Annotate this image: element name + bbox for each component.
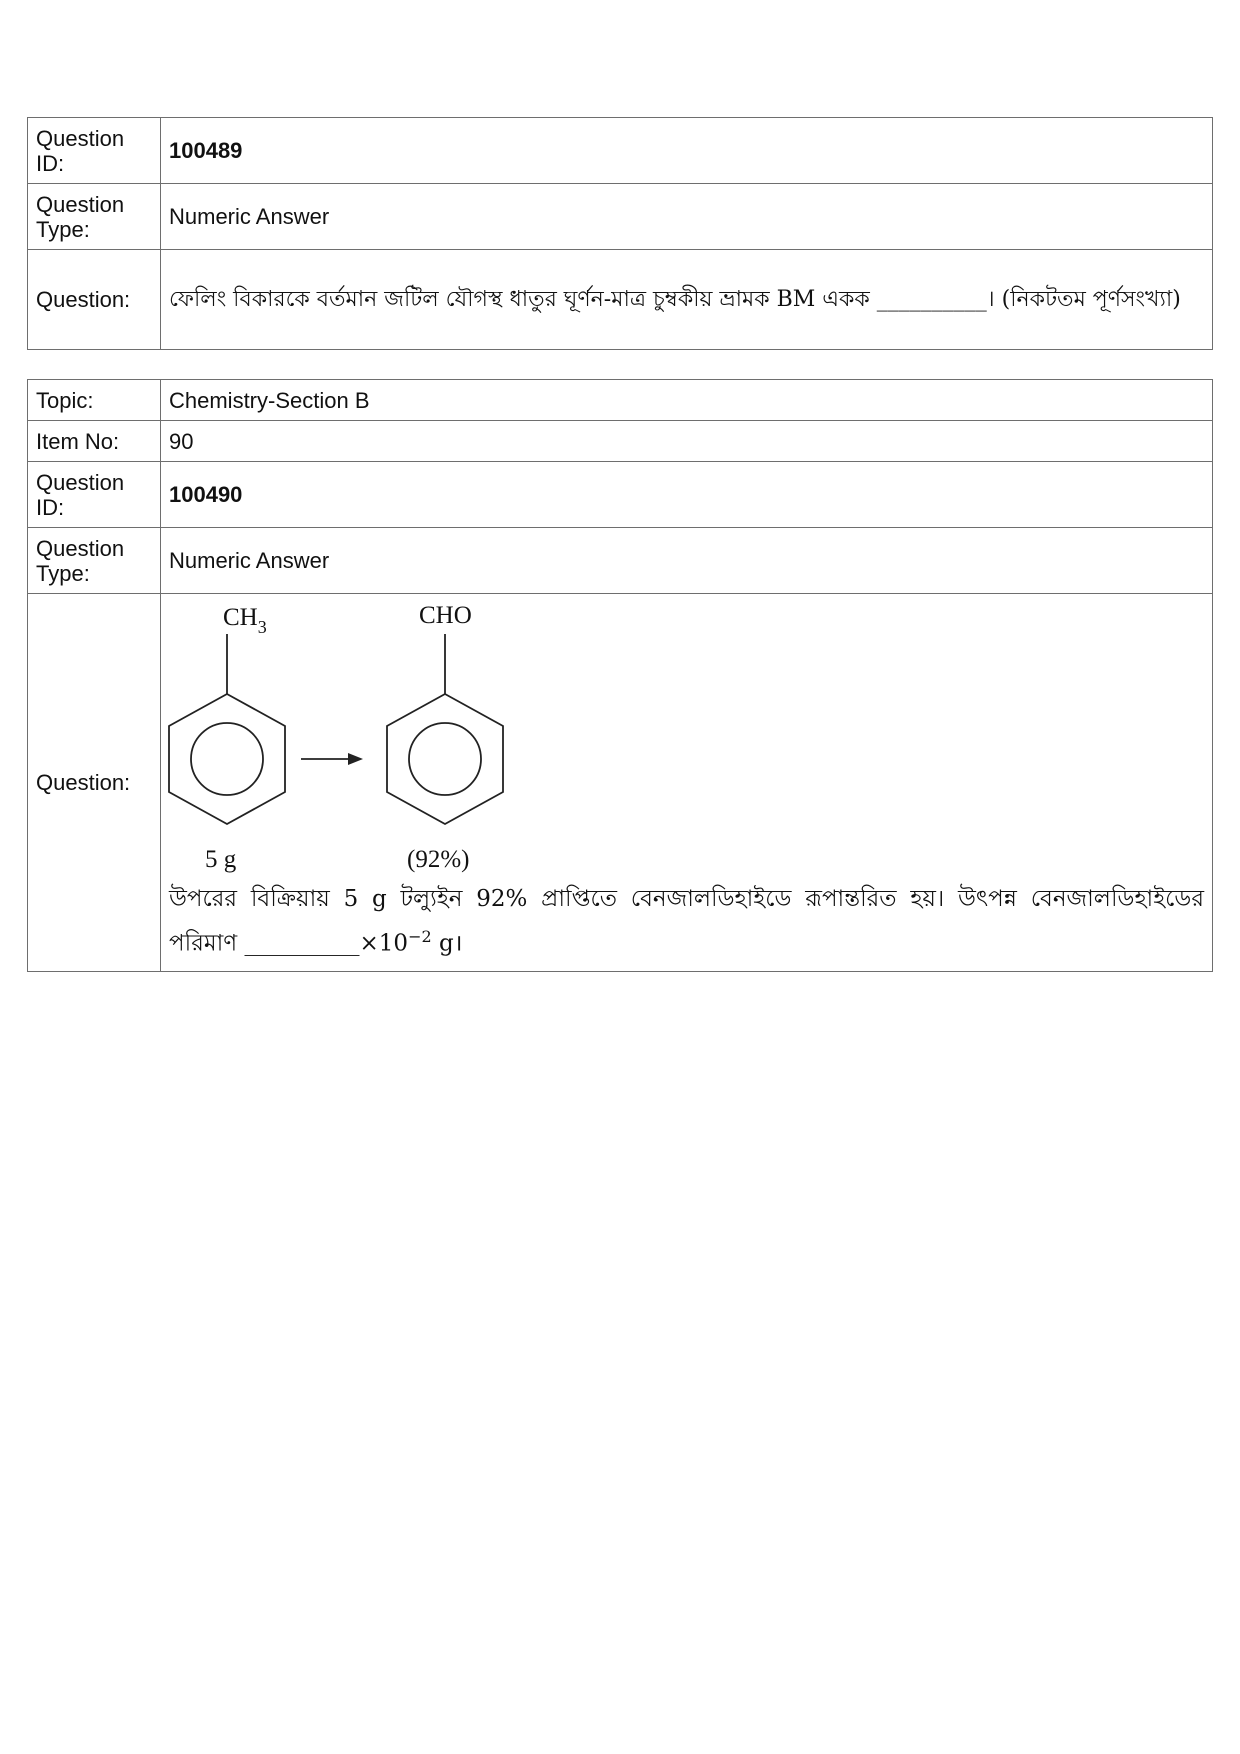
- row-topic: [28, 380, 1213, 421]
- question-id-label: Question ID:: [28, 462, 161, 528]
- item-no-value: 90: [161, 421, 1213, 462]
- toluene-structure: [169, 604, 285, 873]
- topic-label: Topic:: [28, 380, 161, 421]
- reactant-group-label: $CH_3$: [223, 604, 267, 637]
- question-table-100489: [27, 117, 1213, 350]
- question-id-label: Question ID:: [28, 118, 161, 184]
- question-label: Question:: [28, 250, 161, 350]
- reactant-mass-label: 5 g: [205, 846, 237, 873]
- question-text-line2: পরিমাণ $\_\_\_\_\_\_\_\_\_\_\times 10^{-2}$ g।: [169, 927, 463, 957]
- product-benzene-ring: [387, 694, 503, 824]
- question-content: [161, 594, 1213, 972]
- row-question: [28, 594, 1213, 972]
- question-type-value: Numeric Answer: [161, 528, 1213, 594]
- question-type-label: Question Type:: [28, 184, 161, 250]
- question-id-value: 100490: [161, 462, 1213, 528]
- question-text: [167, 880, 1206, 963]
- product-yield-label: (92%): [407, 846, 470, 873]
- row-question-id: [28, 118, 1213, 184]
- question-type-value: Numeric Answer: [161, 184, 1213, 250]
- row-item-no: [28, 421, 1213, 462]
- row-question-type: [28, 184, 1213, 250]
- question-label: Question:: [28, 594, 161, 972]
- toluene-to-benzaldehyde-diagram: [167, 598, 527, 880]
- question-type-label: Question Type:: [28, 528, 161, 594]
- product-group-label: CHO: [419, 602, 472, 629]
- question-text: ফেলিং বিকারকে বর্তমান জটিল যৌগস্থ ধাতুর ঘূর্ণন-মাত্র চুম্বকীয় ভ্রামক BM একক __________। (নিকটতম পূর্ণসংখ্যা): [161, 250, 1213, 350]
- row-question: [28, 250, 1213, 350]
- topic-value: Chemistry-Section B: [161, 380, 1213, 421]
- question-table-100490: [27, 379, 1213, 972]
- reaction-arrow: [301, 753, 363, 765]
- benzaldehyde-structure: [387, 602, 503, 873]
- reactant-benzene-ring: [169, 694, 285, 824]
- row-question-id: [28, 462, 1213, 528]
- row-question-type: [28, 528, 1213, 594]
- question-text-line1: উপরের বিক্রিয়ায় 5 g টল্যুইন 92% প্রাপ্তিতে বেনজালডিহাইডে রূপান্তরিত হয়। উৎপন্ন বেনজালডিহাইডের: [169, 886, 1204, 912]
- product-aromatic-circle: [409, 723, 481, 795]
- item-no-label: Item No:: [28, 421, 161, 462]
- reactant-aromatic-circle: [191, 723, 263, 795]
- question-id-value: 100489: [161, 118, 1213, 184]
